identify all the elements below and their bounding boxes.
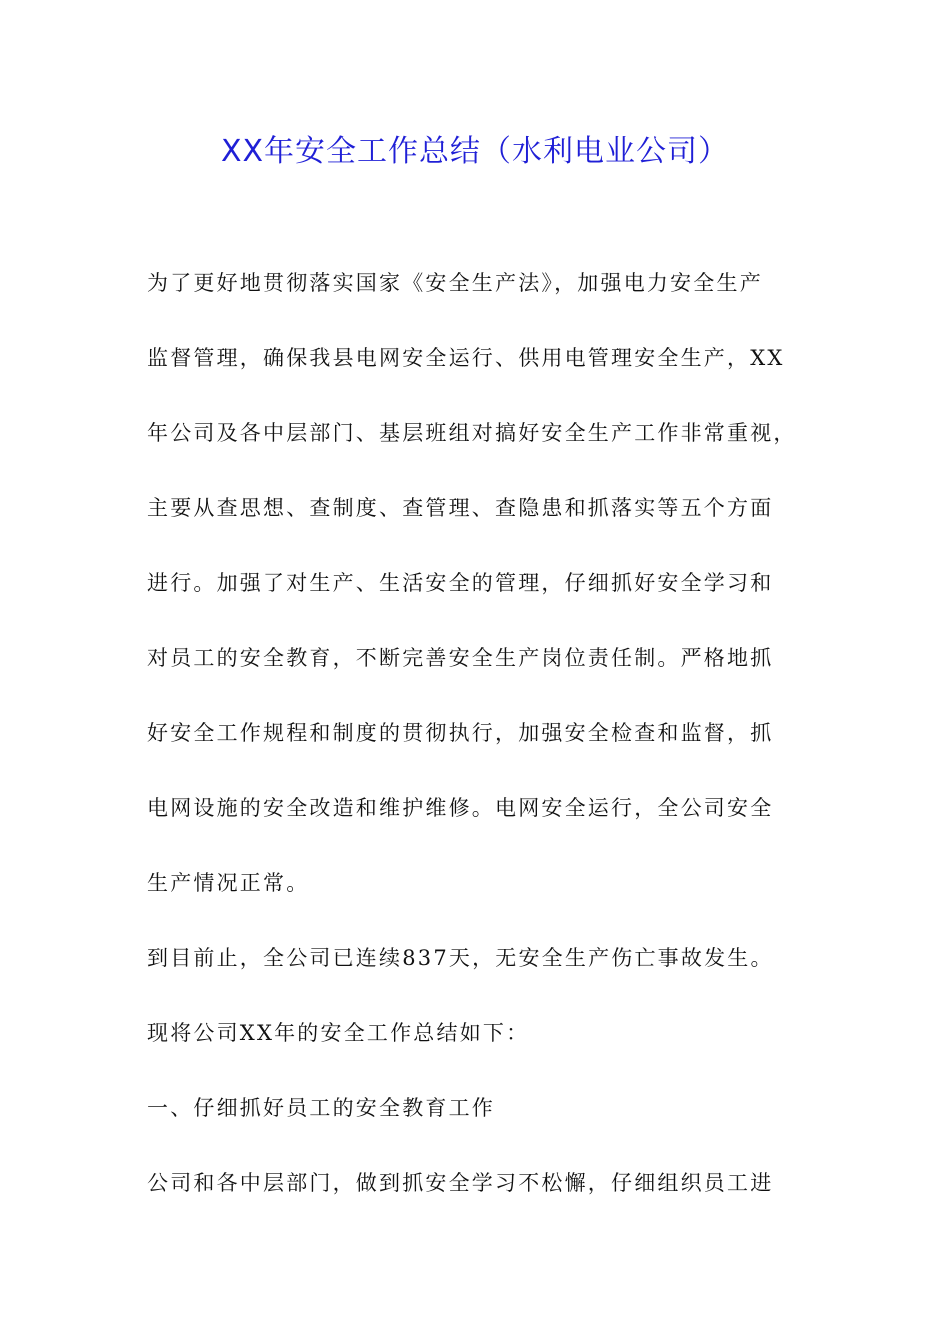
document-title: XX年安全工作总结（水利电业公司） bbox=[220, 134, 730, 169]
paragraph-line: 对员工的安全教育，不断完善安全生产岗位责任制。严格地抓 bbox=[147, 646, 774, 670]
paragraph-line: 主要从查思想、查制度、查管理、查隐患和抓落实等五个方面 bbox=[147, 496, 774, 520]
paragraph-line: 年公司及各中层部门、基层班组对搞好安全生产工作非常重视， bbox=[147, 421, 797, 445]
paragraph-line: 公司和各中层部门，做到抓安全学习不松懈，仔细组织员工进 bbox=[147, 1171, 774, 1195]
document-body bbox=[147, 263, 817, 1238]
paragraph-line: 生产情况正常。 bbox=[147, 871, 310, 895]
paragraph-line: 到目前止，全公司已连续837天，无安全生产伤亡事故发生。 bbox=[147, 946, 774, 970]
paragraph-line: 现将公司XX年的安全工作总结如下： bbox=[147, 1021, 530, 1045]
paragraph-line: 进行。加强了对生产、生活安全的管理，仔细抓好安全学习和 bbox=[147, 571, 774, 595]
paragraph-line: 好安全工作规程和制度的贯彻执行，加强安全检查和监督，抓 bbox=[147, 721, 774, 745]
section-heading: 一、仔细抓好员工的安全教育工作 bbox=[147, 1096, 495, 1120]
paragraph-line: 为了更好地贯彻落实国家《安全生产法》，加强电力安全生产 bbox=[147, 271, 763, 295]
paragraph-line: 监督管理，确保我县电网安全运行、供用电管理安全生产，XX bbox=[147, 346, 785, 370]
paragraph-line: 电网设施的安全改造和维护维修。电网安全运行，全公司安全 bbox=[147, 796, 774, 820]
